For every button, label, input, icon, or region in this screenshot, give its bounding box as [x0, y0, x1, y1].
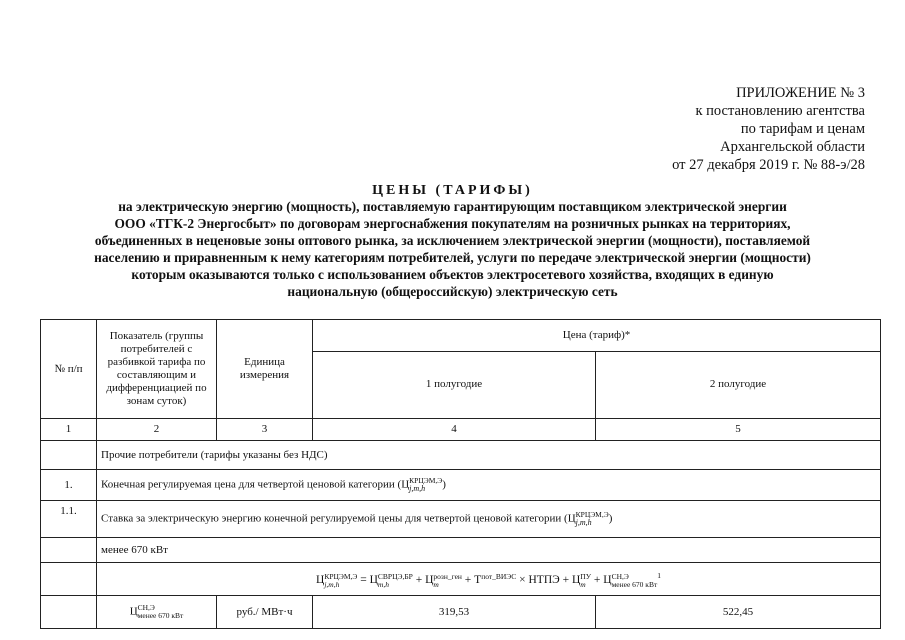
appendix-line: к постановлению агентства — [695, 103, 865, 119]
description-line: ООО «ТГК-2 Энергосбыт» по договорам энергоснабжения покупателям на розничных рынках на территориях, — [114, 216, 791, 231]
data-row-unit: руб./ МВт·ч — [217, 596, 313, 629]
table-row — [41, 441, 881, 470]
row-energy-rate: Ставка за электрическую энергию конечной регулируемой цены для четвертой ценовой категории (Ц КРЦЭМ,Э j,m,h ) — [97, 501, 881, 538]
row-num: 1.1. — [41, 501, 97, 538]
description-line: национальную (общероссийскую) электрическую сеть — [287, 284, 618, 299]
row-less-670: менее 670 кВт — [97, 538, 881, 563]
col-number: 5 — [596, 419, 881, 441]
data-row-half1: 319,53 — [313, 596, 596, 629]
data-row-label: Ц СН,Э менее 670 кВт — [97, 596, 217, 629]
row-num: 1. — [41, 470, 97, 501]
header-price: Цена (тариф)* — [313, 320, 881, 352]
col-number: 4 — [313, 419, 596, 441]
table-row — [41, 501, 881, 538]
column-number-row — [41, 419, 881, 441]
appendix-line: по тарифам и ценам — [740, 121, 865, 137]
col-number: 2 — [97, 419, 217, 441]
appendix-line: ПРИЛОЖЕНИЕ № 3 — [736, 85, 865, 101]
table-header-row — [41, 320, 881, 352]
table-row — [41, 538, 881, 563]
header-indicator: Показатель (группы потребителей с разбивкой тарифа по составляющим и дифференциацией по зонам суток) — [97, 320, 217, 419]
document-description — [40, 198, 865, 300]
appendix-line: Архангельской области — [720, 139, 865, 155]
header-half1: 1 полугодие — [313, 351, 596, 418]
header-half2: 2 полугодие — [596, 351, 881, 418]
formula-row — [41, 563, 881, 596]
header-num: № п/п — [41, 320, 97, 419]
price-formula: Ц КРЦЭМ,Э j,m,h = Ц СВРЦЭ,БР m,h + Ц розн_ген m + Т пот_ВИЭС × НТПЭ + Ц ПУ m + Ц СН,Э менее 670 кВт $^1$ — [97, 563, 881, 596]
col-number: 3 — [217, 419, 313, 441]
col-number: 1 — [41, 419, 97, 441]
header-unit: Единица измерения — [217, 320, 313, 419]
appendix-header — [672, 84, 865, 174]
document-title: ЦЕНЫ (ТАРИФЫ) — [372, 183, 533, 198]
table-row — [41, 470, 881, 501]
description-line: на электрическую энергию (мощность), поставляемую гарантирующим поставщиком электрической энергии — [118, 199, 787, 214]
data-row-half2: 522,45 — [596, 596, 881, 629]
row-other-consumers: Прочие потребители (тарифы указаны без НДС) — [97, 441, 881, 470]
tariff-table — [40, 319, 881, 629]
description-line: объединенных в неценовые зоны оптового рынка, за исключением электрической энергии (мощности), поставляемой — [94, 233, 811, 248]
description-line: которым оказываются только с использованием объектов электросетевого хозяйства, входящих в единую — [131, 267, 774, 282]
table-row — [41, 596, 881, 629]
row-final-price: Конечная регулируемая цена для четвертой ценовой категории (Ц КРЦЭМ,Э j,m,h ) — [97, 470, 881, 501]
description-line: населению и приравненным к нему категориям потребителей, услуги по передаче электрической энергии (мощности) — [94, 250, 811, 265]
appendix-line: от 27 декабря 2019 г. № 88-э/28 — [672, 157, 865, 173]
